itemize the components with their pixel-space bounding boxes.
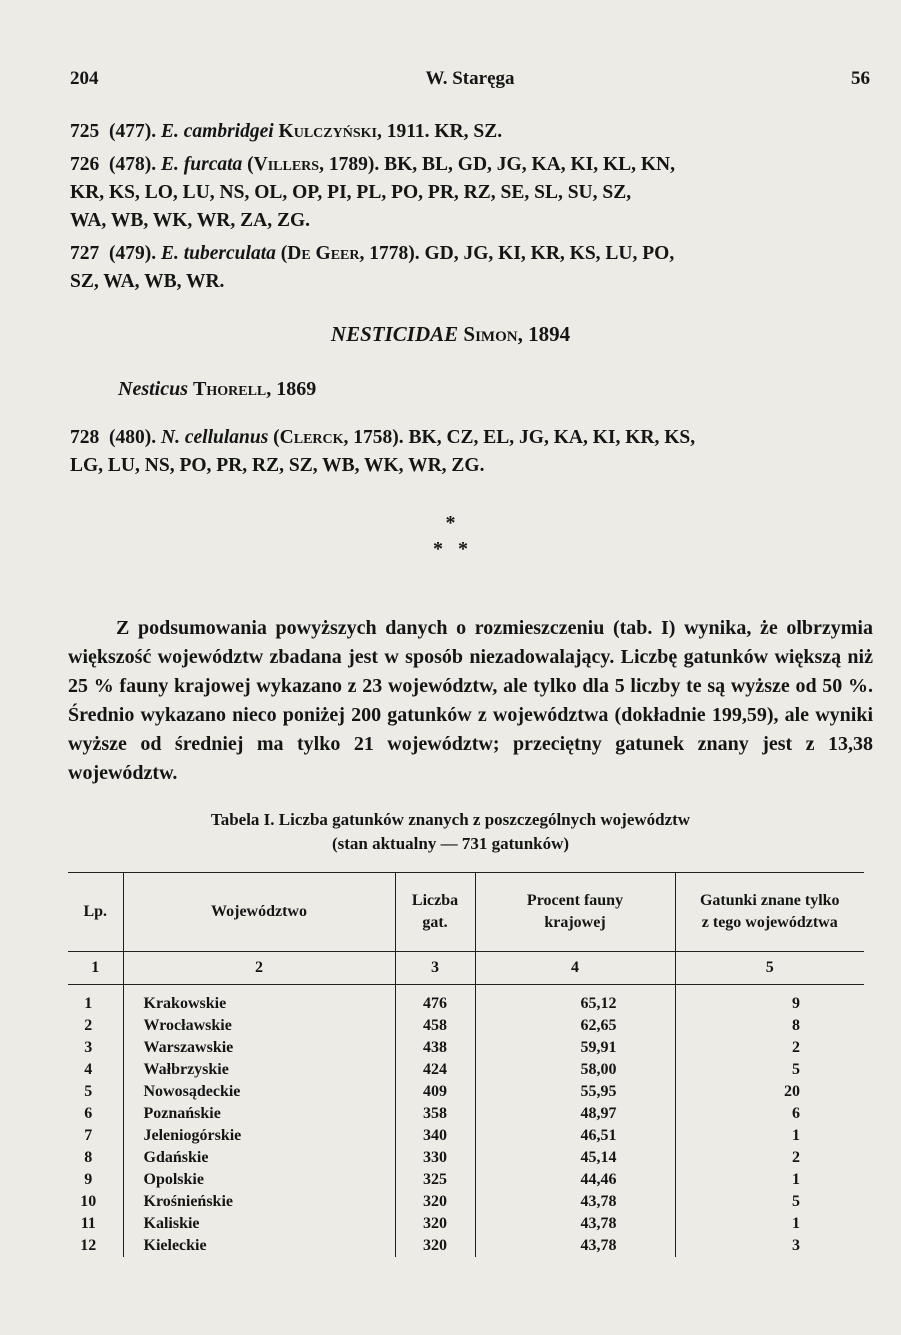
row-gatunki: 1 [675, 1125, 864, 1147]
table-row [68, 985, 864, 1016]
genus-abbr: E. [161, 121, 179, 142]
row-wojewodztwo: Wałbrzyskie [123, 1059, 395, 1081]
table-caption [0, 808, 901, 856]
row-liczba: 325 [395, 1169, 475, 1191]
entry-text: , 1911. KR, SZ. [376, 121, 503, 142]
summary-paragraph [68, 614, 873, 788]
section-divider-stars-bottom: * * [433, 538, 468, 560]
species-name: tuberculata [183, 243, 276, 264]
row-gatunki: 20 [675, 1081, 864, 1103]
table-row [68, 1169, 864, 1191]
row-liczba: 320 [395, 1213, 475, 1235]
col-number: 3 [395, 952, 475, 985]
col-number: 4 [475, 952, 675, 985]
row-gatunki: 9 [675, 985, 864, 1016]
row-wojewodztwo: Krakowskie [123, 985, 395, 1016]
col-number: 5 [675, 952, 864, 985]
page-header [70, 68, 870, 98]
caption-line-2: (stan aktualny — 731 gatunków) [331, 834, 570, 853]
row-lp: 7 [84, 1127, 93, 1144]
paren: ( [273, 427, 280, 448]
row-liczba: 409 [395, 1081, 475, 1103]
author-name: Villers [253, 154, 320, 175]
row-lp: 6 [84, 1105, 93, 1122]
row-lp: 8 [84, 1149, 93, 1166]
author-name: Clerck [279, 427, 344, 448]
family-name: NESTICIDAE [330, 322, 459, 346]
species-entry-725 [70, 118, 870, 146]
species-entry-726 [70, 151, 870, 235]
row-gatunki: 2 [675, 1037, 864, 1059]
row-wojewodztwo: Kieleckie [123, 1235, 395, 1257]
row-procent: 44,46 [475, 1169, 675, 1191]
row-lp: 1 [84, 995, 93, 1012]
entry-number: 727 [70, 243, 100, 264]
row-gatunki: 5 [675, 1059, 864, 1081]
row-liczba: 320 [395, 1191, 475, 1213]
genus-abbr: N. [161, 427, 180, 448]
row-wojewodztwo: Gdańskie [123, 1147, 395, 1169]
row-lp: 3 [84, 1039, 93, 1056]
table-row [68, 1015, 864, 1037]
row-procent: 43,78 [475, 1191, 675, 1213]
row-procent: 58,00 [475, 1059, 675, 1081]
col-number: 1 [68, 952, 123, 985]
table-row [68, 1103, 864, 1125]
entry-number: 725 [70, 121, 100, 142]
entry-text: , 1789). BK, BL, GD, JG, KA, KI, KL, KN, [319, 154, 675, 175]
entry-continuation: LG, LU, NS, PO, PR, RZ, SZ, WB, WK, WR, ZG. [70, 455, 485, 476]
row-procent: 59,91 [475, 1037, 675, 1059]
table-body [68, 985, 864, 1258]
header-lp: Lp. [68, 873, 123, 952]
row-liczba: 476 [395, 985, 475, 1016]
row-gatunki: 1 [675, 1169, 864, 1191]
paren: ( [247, 154, 254, 175]
row-wojewodztwo: Wrocławskie [123, 1015, 395, 1037]
table-row [68, 1191, 864, 1213]
family-author: Simon [463, 322, 518, 346]
row-procent: 65,12 [475, 985, 675, 1016]
entry-text: , 1778). GD, JG, KI, KR, KS, LU, PO, [359, 243, 675, 264]
row-gatunki: 3 [675, 1235, 864, 1257]
row-gatunki: 5 [675, 1191, 864, 1213]
entry-ref: (480). [109, 427, 157, 448]
table-row [68, 1147, 864, 1169]
row-liczba: 320 [395, 1235, 475, 1257]
author-name: Kulczyński [278, 121, 377, 142]
genus-abbr: E. [161, 243, 179, 264]
row-lp: 10 [80, 1193, 97, 1210]
running-head: W. Staręga [425, 68, 515, 89]
row-wojewodztwo: Kaliskie [123, 1213, 395, 1235]
header-gatunki: Gatunki znane tylko z tego województwa [675, 873, 864, 952]
column-number-row [68, 952, 864, 985]
species-entry-728 [70, 424, 870, 480]
row-liczba: 438 [395, 1037, 475, 1059]
genus-name: Nesticus [118, 378, 188, 400]
species-entry-727 [70, 240, 870, 296]
family-heading [0, 322, 901, 347]
family-year: , 1894 [517, 322, 571, 346]
genus-author: Thorell [193, 378, 267, 400]
entry-ref: (478). [109, 154, 157, 175]
row-procent: 43,78 [475, 1235, 675, 1257]
header-procent: Procent fauny krajowej [475, 873, 675, 952]
row-lp: 9 [84, 1171, 93, 1188]
row-gatunki: 2 [675, 1147, 864, 1169]
row-gatunki: 8 [675, 1015, 864, 1037]
row-liczba: 424 [395, 1059, 475, 1081]
entry-continuation: KR, KS, LO, LU, NS, OL, OP, PI, PL, PO, PR, RZ, SE, SL, SU, SZ, [70, 182, 632, 203]
author-name: De Geer [287, 243, 360, 264]
row-lp: 12 [80, 1237, 97, 1254]
row-procent: 45,14 [475, 1147, 675, 1169]
table-header-row [68, 873, 864, 952]
section-divider-star-top: * [445, 512, 456, 534]
row-liczba: 358 [395, 1103, 475, 1125]
genus-heading [118, 378, 316, 401]
table-row [68, 1125, 864, 1147]
entry-number: 728 [70, 427, 100, 448]
row-lp: 2 [84, 1017, 93, 1034]
row-lp: 5 [84, 1083, 93, 1100]
table-row [68, 1235, 864, 1257]
row-wojewodztwo: Krośnieńskie [123, 1191, 395, 1213]
page-number-right: 56 [851, 68, 870, 89]
header-wojewodztwo: Województwo [123, 873, 395, 952]
entry-number: 726 [70, 154, 100, 175]
table-row [68, 1081, 864, 1103]
entry-ref: (479). [109, 243, 157, 264]
col-number: 2 [123, 952, 395, 985]
row-lp: 4 [84, 1061, 93, 1078]
row-procent: 55,95 [475, 1081, 675, 1103]
row-wojewodztwo: Poznańskie [123, 1103, 395, 1125]
row-procent: 43,78 [475, 1213, 675, 1235]
table-row [68, 1037, 864, 1059]
row-wojewodztwo: Nowosądeckie [123, 1081, 395, 1103]
page-number-left: 204 [70, 68, 99, 89]
header-liczba: Liczba gat. [395, 873, 475, 952]
species-name: cambridgei [183, 121, 274, 142]
genus-abbr: E. [161, 154, 179, 175]
entry-continuation: WA, WB, WK, WR, ZA, ZG. [70, 210, 311, 231]
row-procent: 46,51 [475, 1125, 675, 1147]
row-procent: 62,65 [475, 1015, 675, 1037]
entry-ref: (477). [109, 121, 157, 142]
entry-text: , 1758). BK, CZ, EL, JG, KA, KI, KR, KS, [343, 427, 696, 448]
table-row [68, 1059, 864, 1081]
paren: ( [280, 243, 288, 264]
row-liczba: 340 [395, 1125, 475, 1147]
voivodeship-table [68, 872, 864, 1257]
genus-year: , 1869 [266, 378, 317, 400]
row-liczba: 330 [395, 1147, 475, 1169]
row-gatunki: 6 [675, 1103, 864, 1125]
row-lp: 11 [80, 1215, 96, 1232]
paragraph-text: Z podsumowania powyższych danych o rozmieszczeniu (tab. I) wynika, że olbrzymia większość województw zbadana jest w sposób niezadowalający. Liczbę gatunków większą niż 25 % fauny krajowej wykazano z 23 województw, ale tylko dla 5 liczby te są wyższe od 50 %. Średnio wykazano nieco poniżej 200 gatunków z województwa (dokładnie 199,59), ale wyniki wyższe od średniej ma tylko 21 województw; przeciętny gatunek znany jest z 13,38 województw. [68, 617, 873, 784]
row-procent: 48,97 [475, 1103, 675, 1125]
entry-continuation: SZ, WA, WB, WR. [70, 271, 225, 292]
row-wojewodztwo: Jeleniogórskie [123, 1125, 395, 1147]
table-row [68, 1213, 864, 1235]
row-wojewodztwo: Opolskie [123, 1169, 395, 1191]
row-wojewodztwo: Warszawskie [123, 1037, 395, 1059]
caption-line-1: Tabela I. Liczba gatunków znanych z poszczególnych województw [210, 810, 691, 829]
species-name: furcata [183, 154, 243, 175]
row-gatunki: 1 [675, 1213, 864, 1235]
species-name: cellulanus [184, 427, 269, 448]
row-liczba: 458 [395, 1015, 475, 1037]
